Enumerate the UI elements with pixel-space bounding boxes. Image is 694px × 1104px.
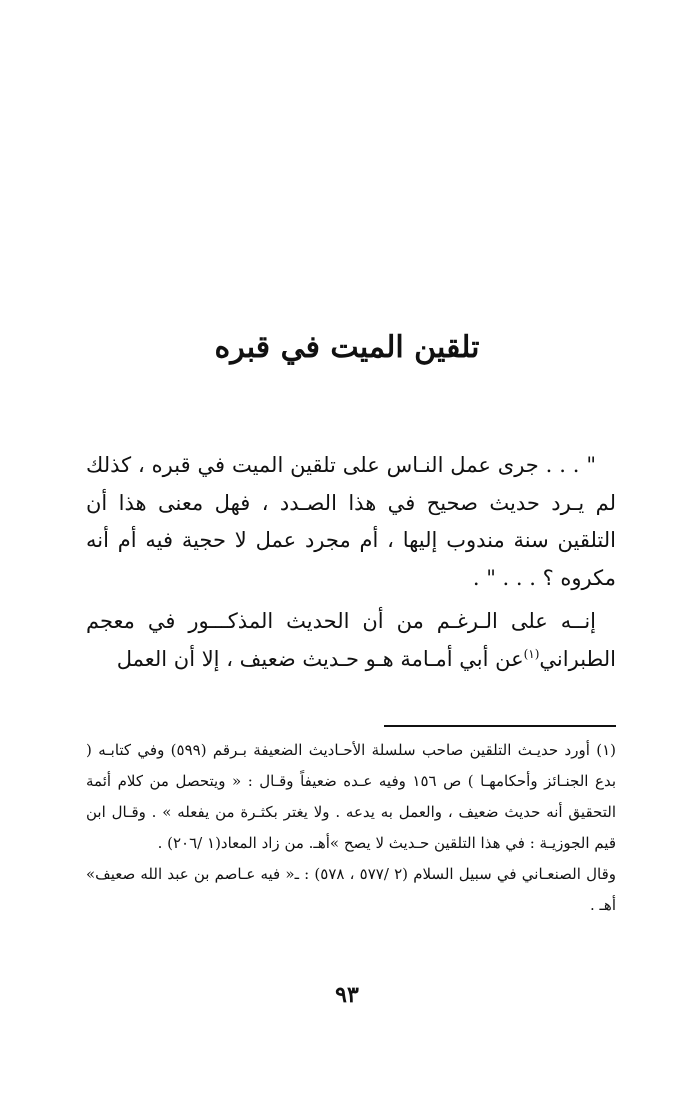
main-text: [86, 447, 616, 678]
footnote-1: (١) أورد حديـث التلقين صاحب سلسلة الأحـاديث الضعيفة بـرقم (٥٩٩) وفي كتابـه ( بدع الجنـائز وأحكامهـا ) ص ١٥٦ وفيه عـده ضعيفاً وقـال : « ويتحصل من كلام أئمة التحقيق أنه حديث ضعيف ، والعمل به يدعه . ولا يغتر بكثـرة من يفعله » . وقـال ابن قيم الجوزيـة : في هذا التلقين حـديث لا يصح »أهـ. من زاد المعاد(١ /٢٠٦) .: [86, 741, 616, 852]
page-number: ٩٣: [335, 982, 359, 1008]
footnotes: [86, 735, 616, 921]
paragraph-answer: [86, 603, 616, 678]
page-title: تلقين الميت في قبره: [214, 330, 480, 365]
footnote-separator: [384, 725, 616, 727]
paragraph-question: " . . . جرى عمل النـاس على تلقين الميت في قبره ، كذلك لم يـرد حديث صحيح في هذا الصـدد ، فهل معنى هذا أن التلقين سنة مندوب إليها ، أم مجرد عمل لا حجية فيه أم أنه مكروه ؟ . . . " .: [86, 453, 616, 590]
paragraph-answer-start: إنــه على الـرغـم من أن الحديث المذكـــور في معجم الطبراني: [86, 609, 616, 671]
footnote-2: وقال الصنعـاني في سبيل السلام (٢ /٥٧٧ ، ٥٧٨) : ـ« فيه عـاصم بن عبد الله صعيف» أهـ .: [86, 865, 616, 914]
paragraph-answer-end: عن أبي أمـامة هـو حـديث ضعيف ، إلا أن العمل: [116, 646, 524, 671]
footnote-reference[interactable]: (١): [523, 646, 540, 661]
